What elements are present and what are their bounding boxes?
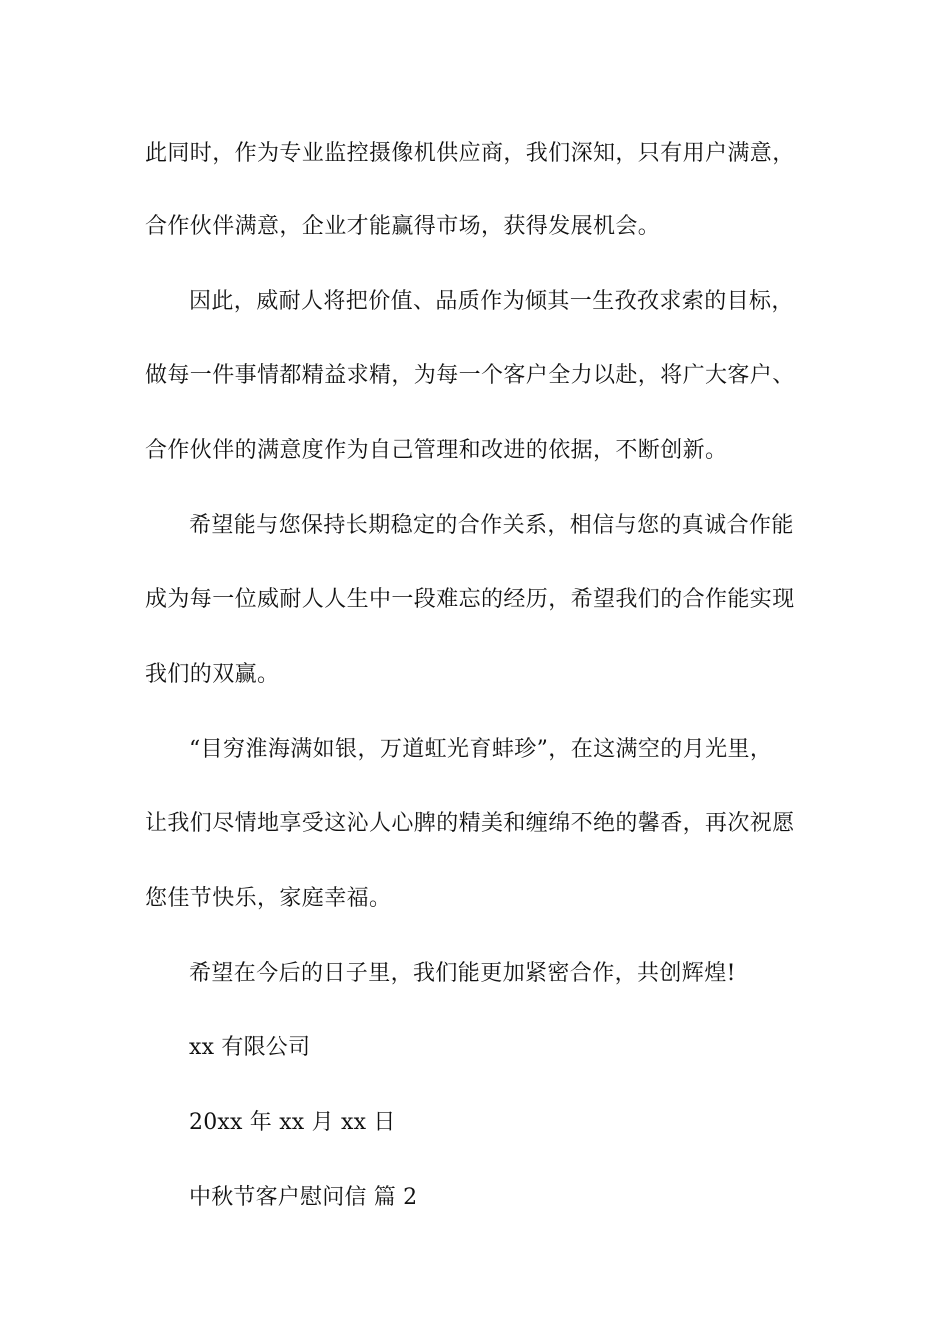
- body-text-line: 做每一件事情都精益求精，为每一个客户全力以赴，将广大客户、: [145, 363, 795, 388]
- body-text-line: 合作伙伴的满意度作为自己管理和改进的依据，不断创新。: [145, 438, 728, 463]
- paragraph-start-line: “目穷淮海满如银，万道虹光育蚌珍”，在这满空的月光里，: [189, 737, 773, 762]
- section-heading: 中秋节客户慰问信 篇 2: [189, 1185, 418, 1210]
- body-text-line: 您佳节快乐，家庭幸福。: [145, 886, 392, 911]
- body-text-line: 合作伙伴满意，企业才能赢得市场，获得发展机会。: [145, 214, 661, 239]
- closing-wish-line: 希望在今后的日子里，我们能更加紧密合作，共创辉煌!: [189, 961, 736, 986]
- paragraph-start-line: 希望能与您保持长期稳定的合作关系，相信与您的真诚合作能: [189, 513, 794, 538]
- body-text-line: 成为每一位威耐人人生中一段难忘的经历，希望我们的合作能实现: [145, 587, 795, 612]
- body-text-line: 此同时，作为专业监控摄像机供应商，我们深知，只有用户满意，: [145, 141, 795, 166]
- company-signature: xx 有限公司: [189, 1035, 311, 1060]
- paragraph-start-line: 因此，威耐人将把价值、品质作为倾其一生孜孜求索的目标，: [189, 289, 794, 314]
- letter-date: 20xx 年 xx 月 xx 日: [189, 1110, 396, 1135]
- body-text-line: 让我们尽情地享受这沁人心脾的精美和缠绵不绝的馨香，再次祝愿: [145, 811, 795, 836]
- body-text-line: 我们的双赢。: [145, 662, 280, 687]
